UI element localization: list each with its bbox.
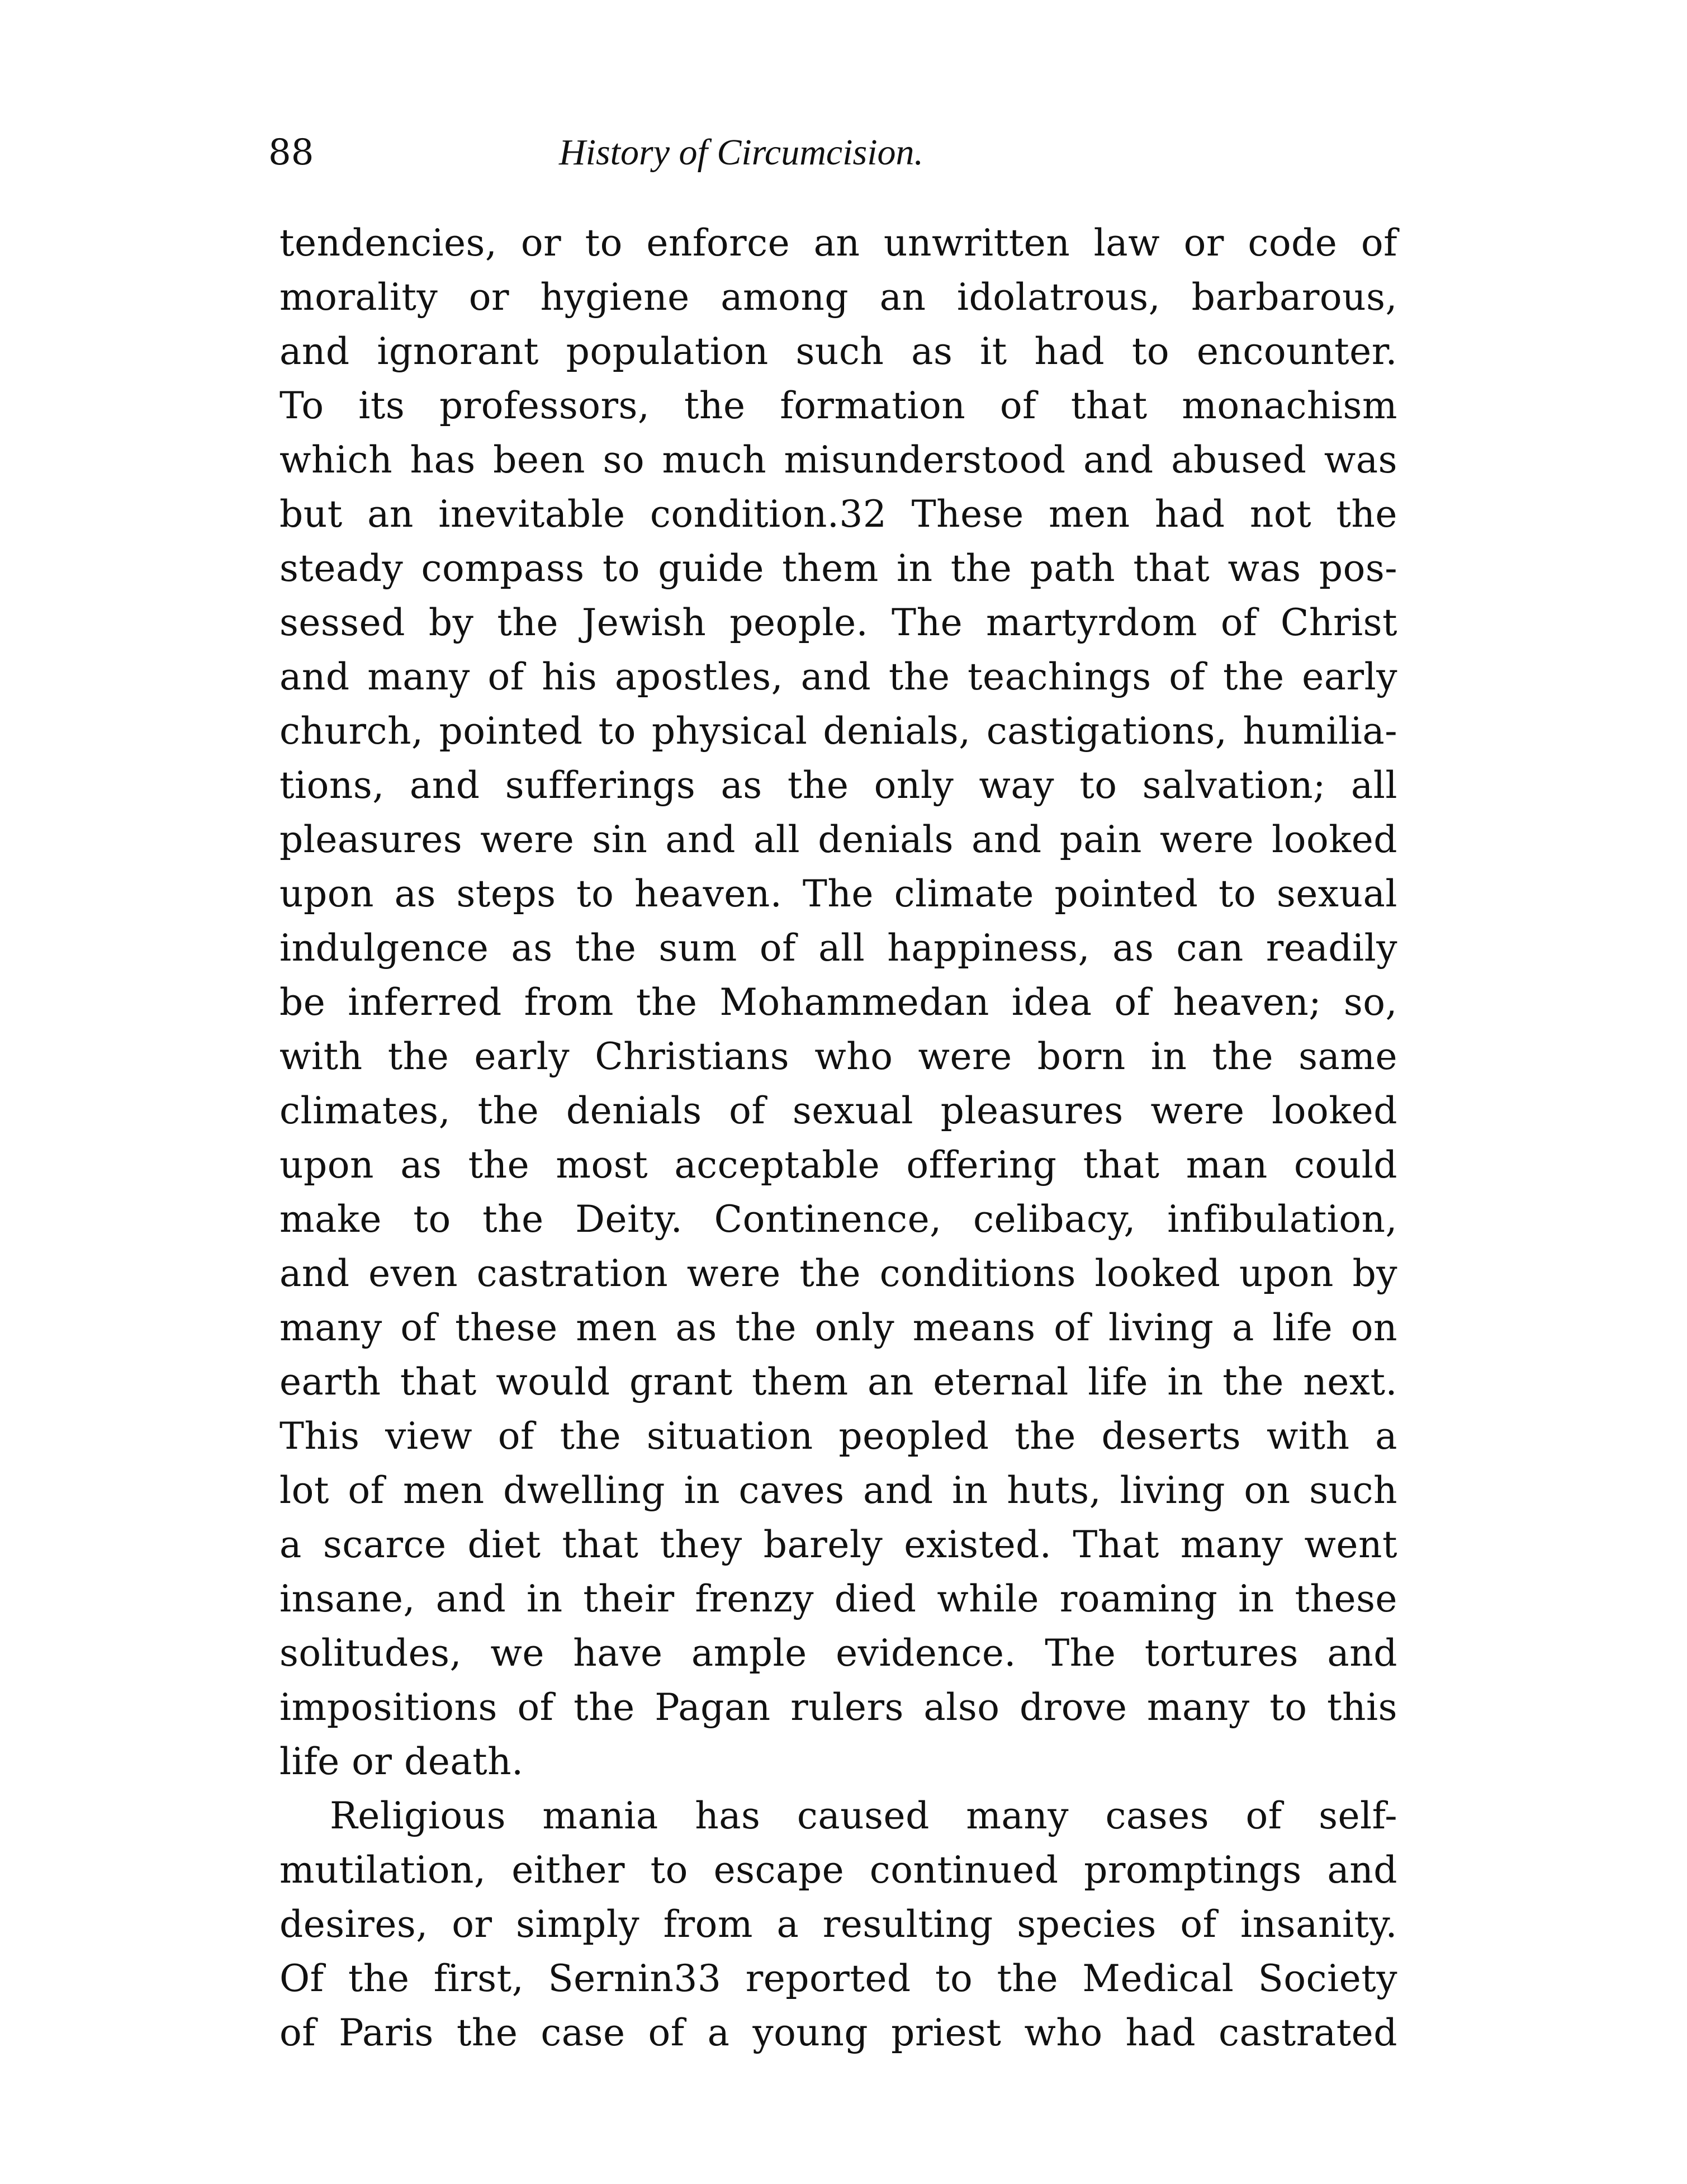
page-header — [268, 122, 1135, 183]
text-line: tendencies, or to enforce an unwritten law or code of — [279, 221, 1397, 264]
text-line: solitudes, we have ample evidence. The tortures and — [279, 1632, 1397, 1675]
text-line: tions, and sufferings as the only way to salvation; all — [279, 764, 1397, 807]
paragraph-end-line: life or death. — [279, 1740, 524, 1783]
text-line: of Paris the case of a young priest who had castrated — [279, 2011, 1397, 2054]
text-line: sessed by the Jewish people. The martyrdom of Christ — [279, 601, 1397, 644]
body-text — [279, 216, 1397, 2117]
text-line: Of the first, Sernin33 reported to the Medical Society — [279, 1957, 1397, 2000]
text-line: To its professors, the formation of that monachism — [279, 384, 1397, 427]
text-line: This view of the situation peopled the deserts with a — [279, 1415, 1397, 1458]
text-line: desires, or simply from a resulting species of insanity. — [279, 1903, 1397, 1946]
text-line: upon as the most acceptable offering that man could — [279, 1143, 1397, 1186]
text-line: upon as steps to heaven. The climate pointed to sexual — [279, 872, 1397, 915]
text-line: make to the Deity. Continence, celibacy, infibulation, — [279, 1198, 1397, 1241]
page-number: 88 — [268, 132, 314, 173]
text-line: steady compass to guide them in the path that was pos- — [279, 547, 1397, 590]
text-line: but an inevitable condition.32 These men had not the — [279, 493, 1397, 536]
text-line: impositions of the Pagan rulers also drove many to this — [279, 1686, 1397, 1729]
text-line: many of these men as the only means of living a life on — [279, 1306, 1397, 1349]
text-line: a scarce diet that they barely existed. That many went — [279, 1523, 1397, 1566]
paragraph-start-line: Religious mania has caused many cases of self- — [330, 1794, 1397, 1837]
text-line: be inferred from the Mohammedan idea of heaven; so, — [279, 981, 1397, 1024]
text-line: earth that would grant them an eternal life in the next. — [279, 1360, 1397, 1403]
text-line: and many of his apostles, and the teachings of the early — [279, 655, 1397, 698]
text-line: insane, and in their frenzy died while roaming in these — [279, 1577, 1397, 1620]
text-line: lot of men dwelling in caves and in huts, living on such — [279, 1469, 1397, 1512]
text-line: mutilation, either to escape continued promptings and — [279, 1849, 1397, 1892]
text-line: which has been so much misunderstood and abused was — [279, 438, 1397, 481]
running-title: History of Circumcision. — [559, 132, 924, 173]
text-line: with the early Christians who were born in the same — [279, 1035, 1397, 1078]
text-line: and even castration were the conditions looked upon by — [279, 1252, 1397, 1295]
text-line: morality or hygiene among an idolatrous, barbarous, — [279, 276, 1397, 319]
text-line: climates, the denials of sexual pleasures were looked — [279, 1089, 1397, 1132]
text-line: and ignorant population such as it had to encounter. — [279, 330, 1397, 373]
text-line: church, pointed to physical denials, castigations, humilia- — [279, 710, 1397, 753]
text-line: indulgence as the sum of all happiness, as can readily — [279, 926, 1397, 970]
text-line: pleasures were sin and all denials and pain were looked — [279, 818, 1397, 861]
